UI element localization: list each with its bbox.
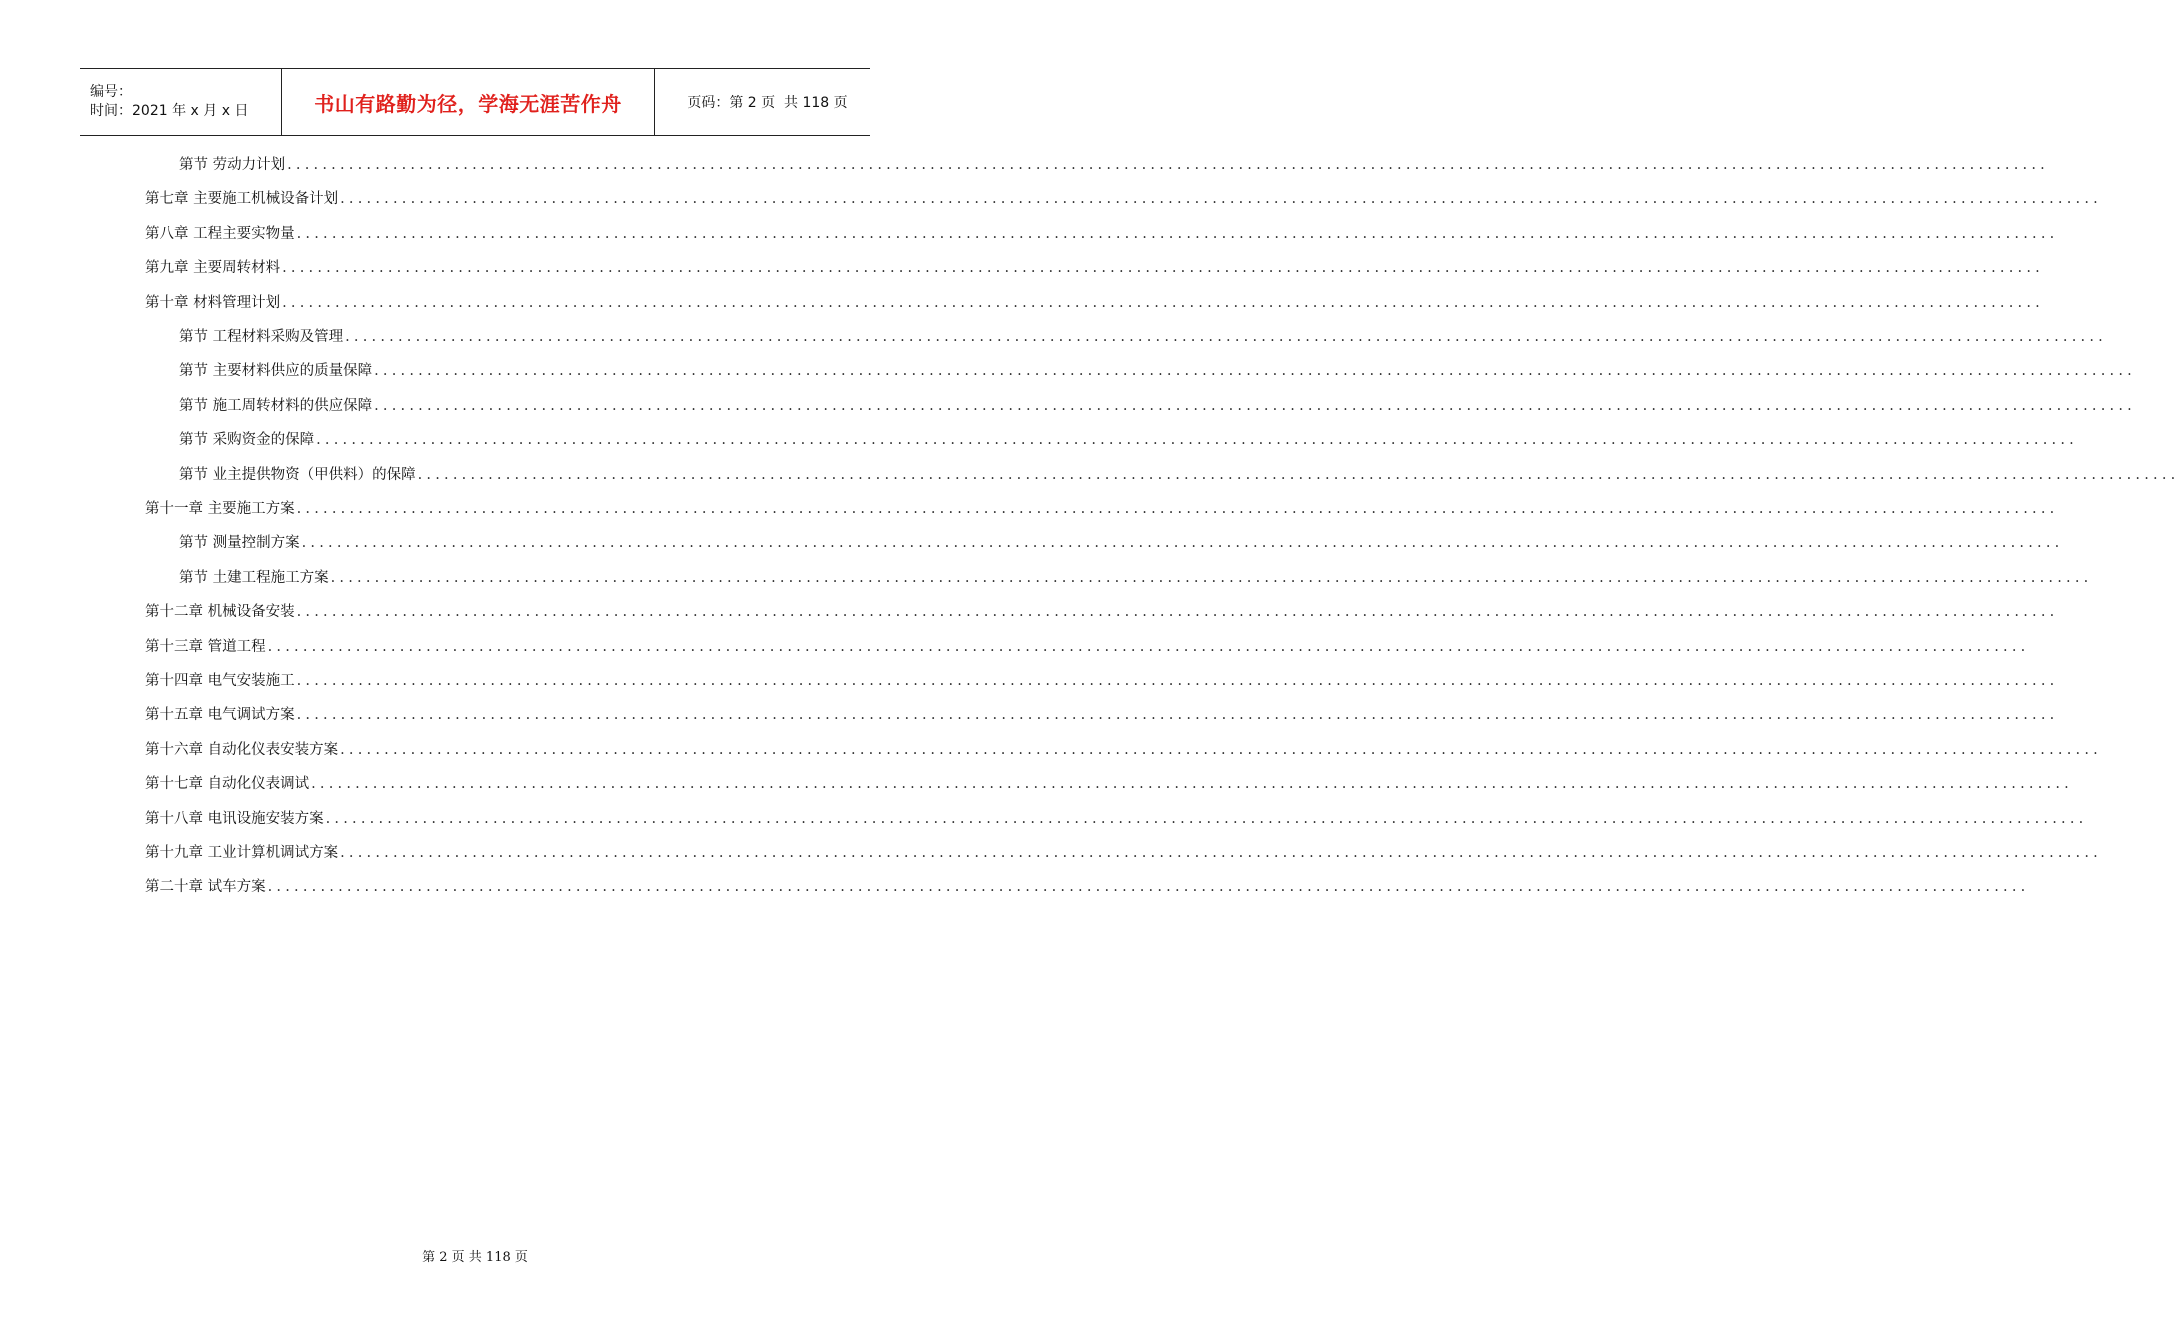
- toc-dot-leader: ........................................................................................................................................................................................................: [374, 397, 2136, 414]
- toc-entry[interactable]: [179, 326, 2107, 348]
- toc-entry-title: 第节 工程材料采购及管理: [179, 329, 344, 345]
- toc-dot-leader: ........................................................................................................................................................................................................: [282, 260, 2044, 277]
- toc-entry[interactable]: [179, 464, 2179, 486]
- toc-entry-title: 第节 施工周转材料的供应保障: [179, 397, 373, 414]
- header-meta: [80, 69, 282, 135]
- toc-entry-title: 第十八章 电讯设施安装方案: [145, 810, 324, 827]
- toc-dot-leader: ........................................................................................................................................................................................................: [296, 604, 2059, 621]
- toc-entry-title: 第节 劳动力计划: [179, 157, 286, 173]
- toc-entry-title: 第二十章 试车方案: [145, 879, 266, 896]
- toc-entry-title: 第节 主要材料供应的质量保障: [179, 363, 373, 380]
- toc-dot-leader: ........................................................................................................................................................................................................: [340, 845, 2102, 861]
- toc-entry-title: 第十二章 机械设备安装: [145, 604, 295, 621]
- toc-dot-leader: ........................................................................................................................................................................................................: [296, 501, 2059, 517]
- toc-dot-leader: ........................................................................................................................................................................................................: [340, 191, 2102, 208]
- toc-entry-title: 第九章 主要周转材料: [145, 260, 281, 277]
- toc-entry-title: 第节 采购资金的保障: [179, 432, 315, 449]
- toc-entry[interactable]: [145, 498, 2059, 520]
- toc-entry-title: 第节 业主提供物资（甲供料）的保障: [179, 466, 416, 483]
- toc-entry[interactable]: [145, 808, 2088, 830]
- document-number-label: 编号：: [90, 84, 132, 100]
- toc-dot-leader: ........................................................................................................................................................................................................: [417, 466, 2179, 483]
- header-motto-cell: [282, 69, 655, 135]
- toc-entry-title: 第十五章 电气调试方案: [145, 707, 295, 724]
- header-motto: 书山有路勤为径，学海无涯苦作舟: [314, 91, 622, 116]
- toc-entry-title: 第十六章 自动化仪表安装方案: [145, 741, 339, 758]
- toc-entry-title: 第七章 主要施工机械设备计划: [145, 191, 339, 208]
- toc-dot-leader: ........................................................................................................................................................................................................: [267, 879, 2030, 896]
- toc-entry[interactable]: [179, 532, 2064, 554]
- toc-dot-leader: ........................................................................................................................................................................................................: [340, 741, 2102, 758]
- toc-dot-leader: ........................................................................................................................................................................................................: [282, 294, 2044, 311]
- toc-entry[interactable]: [145, 188, 2102, 210]
- toc-dot-leader: ........................................................................................................................................................................................................: [301, 535, 2064, 552]
- toc-dot-leader: ........................................................................................................................................................................................................: [345, 329, 2107, 345]
- toc-entry[interactable]: [145, 670, 2059, 692]
- toc-dot-leader: ........................................................................................................................................................................................................: [311, 776, 2073, 793]
- toc-entry-title: 第十七章 自动化仪表调试: [145, 776, 310, 793]
- toc-entry[interactable]: [179, 567, 2093, 589]
- document-time-label: 时间：2021 年 x 月 x 日: [90, 103, 249, 119]
- toc-dot-leader: ........................................................................................................................................................................................................: [296, 707, 2059, 724]
- toc-entry-title: 第十三章 管道工程: [145, 638, 266, 655]
- toc-entry-title: 第节 土建工程施工方案: [179, 569, 329, 586]
- page-header: [80, 68, 870, 136]
- toc-entry[interactable]: [179, 154, 2049, 176]
- toc-entry-title: 第十四章 电气安装施工: [145, 673, 295, 689]
- toc-entry-title: 第八章 工程主要实物量: [145, 225, 295, 242]
- toc-entry[interactable]: [179, 429, 2078, 451]
- toc-dot-leader: ........................................................................................................................................................................................................: [267, 638, 2030, 655]
- toc-entry[interactable]: [145, 739, 2102, 761]
- toc-entry[interactable]: [145, 601, 2059, 623]
- toc-entry-title: 第十一章 主要施工方案: [145, 501, 295, 517]
- toc-entry-title: 第节 测量控制方案: [179, 535, 300, 552]
- header-page-cell: [655, 69, 870, 135]
- page-footer: 第 2 页 共 118 页: [422, 1250, 528, 1265]
- toc-entry[interactable]: [145, 257, 2044, 279]
- toc-entry[interactable]: [145, 842, 2102, 864]
- toc-entry[interactable]: [145, 876, 2030, 898]
- toc-dot-leader: ........................................................................................................................................................................................................: [325, 810, 2088, 827]
- toc-entry[interactable]: [145, 223, 2059, 245]
- toc-entry[interactable]: [145, 773, 2073, 795]
- toc-entry[interactable]: [145, 704, 2059, 726]
- toc-dot-leader: ........................................................................................................................................................................................................: [316, 432, 2078, 449]
- toc-dot-leader: ........................................................................................................................................................................................................: [330, 569, 2093, 586]
- header-page-label: 页码：第 2 页 共 118 页: [687, 95, 848, 111]
- toc-entry-title: 第十章 材料管理计划: [145, 294, 281, 311]
- toc-dot-leader: ........................................................................................................................................................................................................: [296, 673, 2059, 689]
- toc-entry[interactable]: [179, 360, 2136, 382]
- toc-dot-leader: ........................................................................................................................................................................................................: [296, 225, 2059, 242]
- toc-dot-leader: ........................................................................................................................................................................................................: [287, 157, 2049, 173]
- toc-entry-title: 第十九章 工业计算机调试方案: [145, 845, 339, 861]
- toc-entry[interactable]: [179, 395, 2136, 417]
- toc-entry[interactable]: [145, 636, 2030, 658]
- toc-dot-leader: ........................................................................................................................................................................................................: [374, 363, 2136, 380]
- toc-entry[interactable]: [145, 292, 2044, 314]
